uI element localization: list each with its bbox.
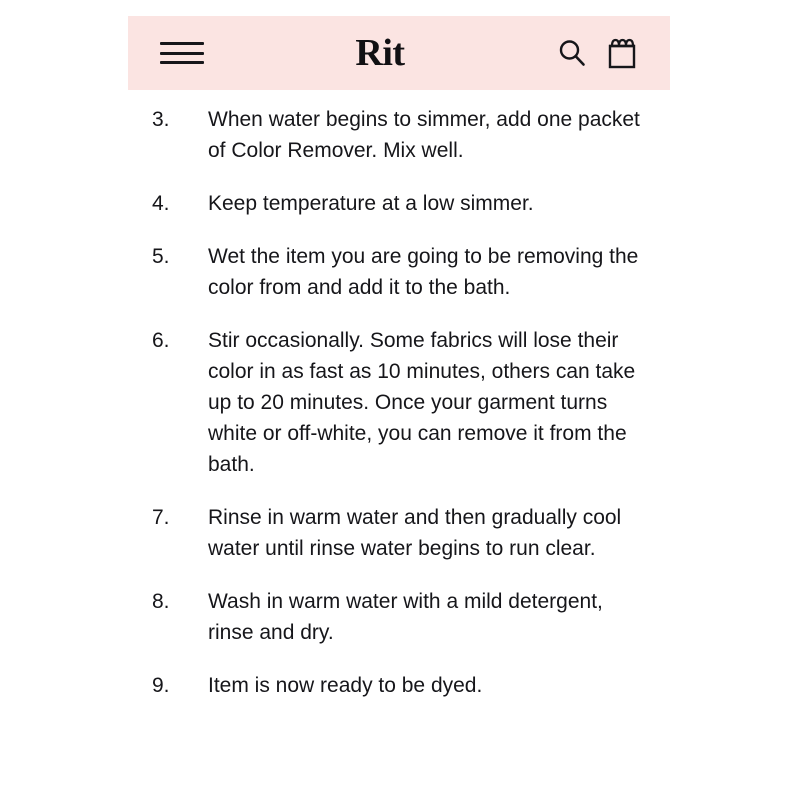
instructions-list: [128, 96, 670, 723]
step-number: 5.: [152, 245, 170, 268]
step-number: 3.: [152, 108, 170, 131]
store-cart-icon[interactable]: [606, 36, 638, 70]
list-item: [152, 241, 646, 303]
hamburger-bar-top: [160, 42, 204, 45]
step-text: Keep temperature at a low simmer.: [208, 192, 534, 215]
step-number: 6.: [152, 329, 170, 352]
list-item: [152, 502, 646, 564]
hamburger-bar-middle: [160, 52, 204, 55]
search-icon[interactable]: [556, 37, 588, 69]
step-text: Wash in warm water with a mild detergent, rinse and dry.: [208, 590, 603, 644]
list-item: [152, 104, 646, 166]
step-text: Rinse in warm water and then gradually cool water until rinse water begins to run clear.: [208, 506, 622, 560]
site-logo[interactable]: Rit: [355, 32, 405, 74]
store-cart-icon-svg: [606, 36, 638, 70]
step-number: 9.: [152, 674, 170, 697]
step-text: Item is now ready to be dyed.: [208, 674, 483, 697]
step-text: Stir occasionally. Some fabrics will lose their color in as fast as 10 minutes, others can take up to 20 minutes. Once your garment turns white or off-white, you can remove it from the bath.: [208, 329, 636, 476]
header-actions: [556, 36, 638, 70]
site-header: [128, 16, 670, 90]
list-item: [152, 188, 646, 219]
step-number: 7.: [152, 506, 170, 529]
step-text: Wet the item you are going to be removing the color from and add it to the bath.: [208, 245, 639, 299]
list-item: [152, 670, 646, 701]
step-text: When water begins to simmer, add one packet of Color Remover. Mix well.: [208, 108, 640, 162]
hamburger-bar-bottom: [160, 61, 204, 64]
step-number: 4.: [152, 192, 170, 215]
search-icon-svg: [556, 37, 588, 69]
list-item: [152, 325, 646, 480]
step-number: 8.: [152, 590, 170, 613]
hamburger-menu-icon[interactable]: [160, 38, 204, 68]
list-item: [152, 586, 646, 648]
